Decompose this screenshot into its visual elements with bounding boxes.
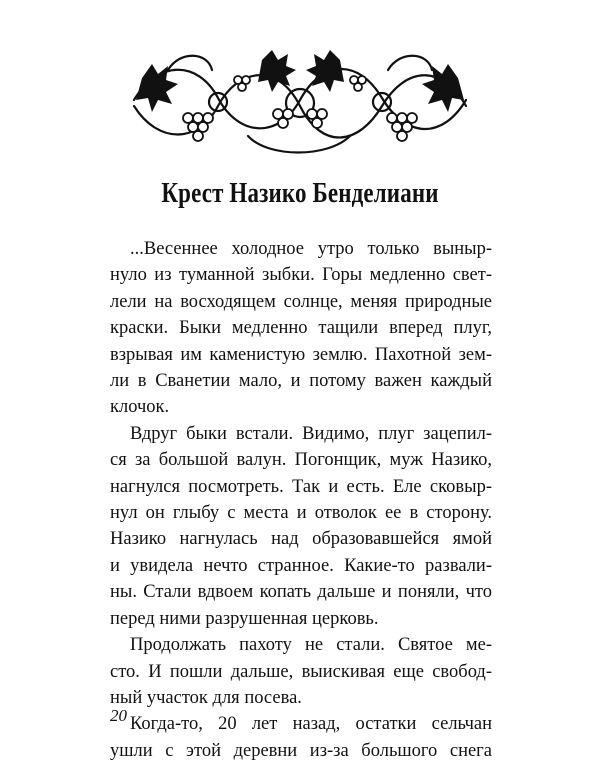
text-line: нуло из туманной зыбки. Горы медленно свет-	[110, 265, 492, 286]
text-line: ся за большой валун. Погонщик, муж Назико,	[110, 450, 492, 471]
text-line: нул он глыбу с места и отволок ее в сторону.	[110, 503, 492, 524]
text-line: Назико нагнулась над образовавшейся ямой	[110, 529, 492, 550]
text-line: взрывая им каменистую землю. Пахотной зем-	[110, 344, 492, 365]
text-line: нагнулся посмотреть. Так и есть. Еле сковыр-	[110, 476, 492, 497]
text-line: клочок.	[110, 397, 170, 418]
chapter-title: Крест Назико Бенделиани	[161, 178, 439, 209]
text-line: ный участок для посева.	[110, 687, 302, 708]
text-line: сто. И пошли дальше, выискивая еще свобод-	[110, 661, 492, 682]
text-line: лели на восходящем солнце, меняя природные	[110, 291, 492, 312]
text-line: перед ними разрушенная церковь.	[110, 608, 379, 629]
text-line: Когда-то, 20 лет назад, остатки сельчан	[130, 714, 492, 735]
text-line: и увидела нечто странное. Какие-то развали-	[110, 555, 492, 576]
text-line: Продолжать пахоту не стали. Святое ме-	[130, 635, 492, 656]
text-line: краски. Быки медленно тащили вперед плуг,	[110, 318, 492, 339]
grapevine-ornament-icon	[128, 40, 472, 160]
text-line: ушли с этой деревни из-за большого снега	[110, 740, 492, 761]
body-text	[110, 236, 492, 764]
text-line: Вдруг быки встали. Видимо, плуг зацепил-	[130, 423, 492, 444]
text-line: ...Весеннее холодное утро только выныр-	[130, 239, 492, 259]
text-line: ны. Стали вдвоем копать дальше и поняли, что	[110, 582, 492, 603]
page-number: 20	[110, 706, 127, 725]
text-line: ли в Сванетии мало, и потому важен каждый	[110, 371, 492, 392]
